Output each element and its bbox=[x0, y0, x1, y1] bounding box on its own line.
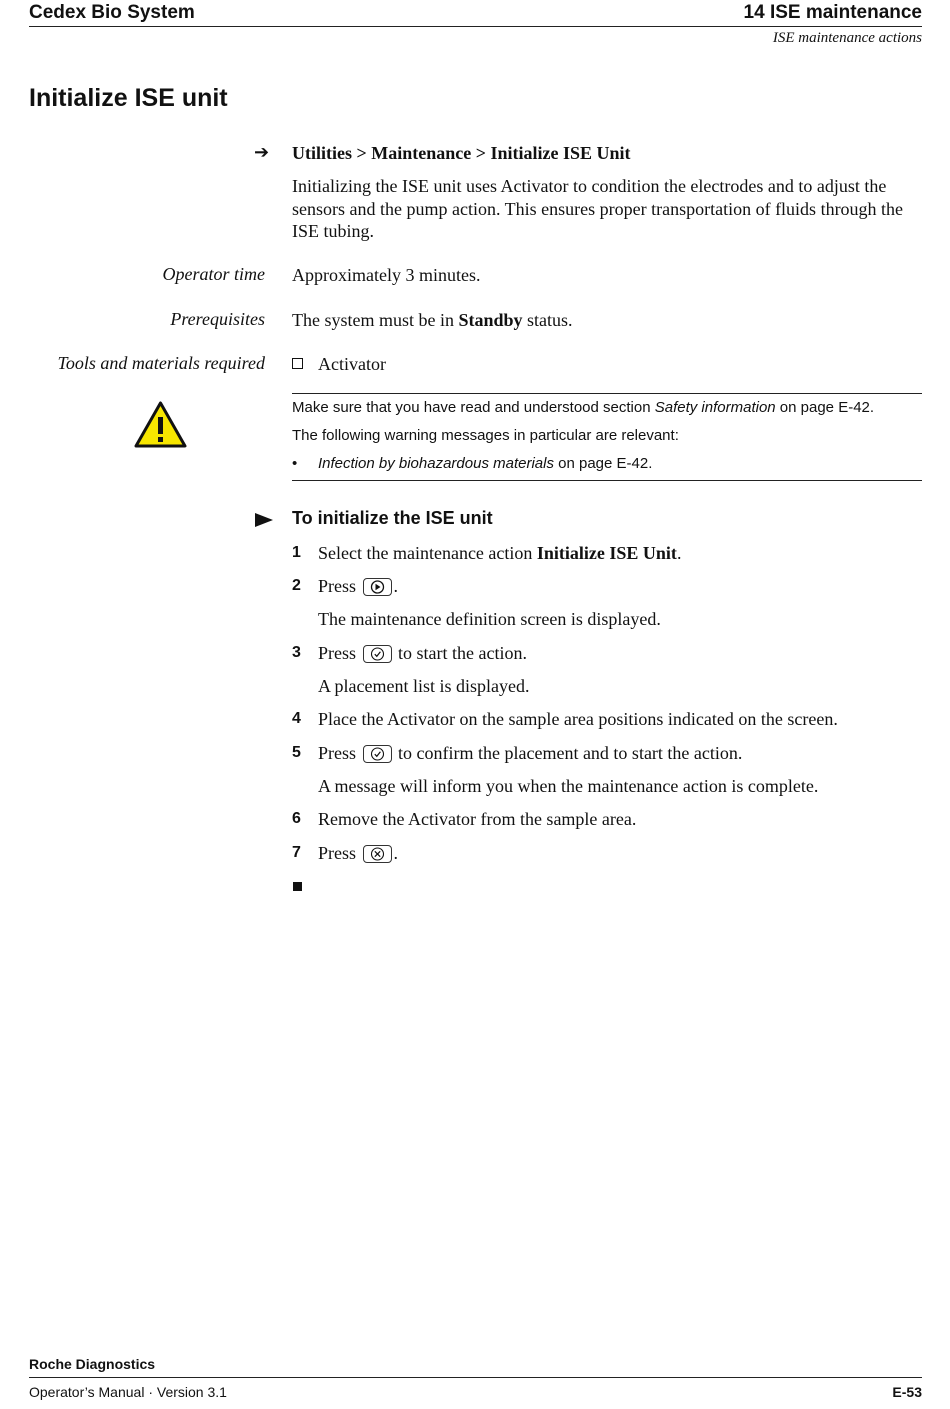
next-icon bbox=[363, 578, 392, 596]
step-5-result: A message will inform you when the maintenance action is complete. bbox=[318, 776, 819, 796]
warning-line-2: The following warning messages in particular are relevant: bbox=[292, 427, 679, 444]
checkbox-icon bbox=[292, 358, 303, 369]
footer-manual: Operator’s Manual · Version 3.1 bbox=[29, 1384, 227, 1400]
check-icon bbox=[363, 645, 392, 663]
warning-bullet: • Infection by biohazardous materials on page E-42. bbox=[292, 455, 653, 472]
warning-message bbox=[292, 394, 922, 478]
procedure-triangle-icon bbox=[254, 510, 274, 530]
operator-time-value: Approximately 3 minutes. bbox=[292, 265, 481, 285]
section-title: ISE maintenance actions bbox=[772, 30, 922, 46]
intro-text: Initializing the ISE unit uses Activator to condition the electrodes and to adjust the sensors and the pump action. This ensures proper transportation of fluids through the ISE tubing. bbox=[292, 176, 904, 241]
warning-icon bbox=[133, 400, 188, 450]
step-number: 4 bbox=[292, 710, 301, 727]
menu-path: Utilities > Maintenance > Initialize ISE Unit bbox=[292, 143, 631, 163]
step-number: 6 bbox=[292, 810, 301, 827]
check-icon bbox=[363, 745, 392, 763]
step-text: Press to confirm the placement and to start the action. bbox=[318, 743, 743, 763]
footer-company: Roche Diagnostics bbox=[29, 1356, 156, 1372]
step-text: Place the Activator on the sample area positions indicated on the screen. bbox=[318, 709, 838, 729]
page-number: E-53 bbox=[892, 1384, 922, 1400]
footer-rule bbox=[29, 1377, 922, 1378]
step-number: 2 bbox=[292, 577, 301, 594]
page-title: Initialize ISE unit bbox=[29, 84, 228, 112]
step-2-result: The maintenance definition screen is displayed. bbox=[318, 609, 661, 629]
header-rule bbox=[29, 26, 922, 27]
procedure-heading: To initialize the ISE unit bbox=[292, 508, 493, 528]
step-text: Press . bbox=[318, 843, 399, 863]
prerequisites-label: Prerequisites bbox=[170, 309, 265, 329]
step-text: Press . bbox=[318, 576, 399, 596]
close-icon bbox=[363, 845, 392, 863]
step-text: Select the maintenance action Initialize ISE Unit. bbox=[318, 543, 682, 563]
step-number: 3 bbox=[292, 644, 301, 661]
warning-bottom-rule bbox=[292, 480, 922, 481]
step-3-result: A placement list is displayed. bbox=[318, 676, 530, 696]
path-arrow-icon: ➔ bbox=[254, 142, 270, 162]
step-number: 1 bbox=[292, 544, 301, 561]
chapter-title: 14 ISE maintenance bbox=[743, 2, 922, 23]
step-text: Press to start the action. bbox=[318, 643, 527, 663]
end-of-procedure-icon bbox=[293, 882, 302, 891]
step-number: 5 bbox=[292, 744, 301, 761]
tools-item: Activator bbox=[318, 354, 386, 374]
tools-label: Tools and materials required bbox=[57, 353, 265, 373]
step-text: Remove the Activator from the sample area. bbox=[318, 809, 637, 829]
operator-time-label: Operator time bbox=[162, 264, 265, 284]
step-number: 7 bbox=[292, 844, 301, 861]
warning-line-1: Make sure that you have read and understood section Safety information on page E-42. bbox=[292, 399, 875, 416]
document-title: Cedex Bio System bbox=[29, 2, 195, 23]
prerequisites-value: The system must be in Standby status. bbox=[292, 310, 573, 330]
